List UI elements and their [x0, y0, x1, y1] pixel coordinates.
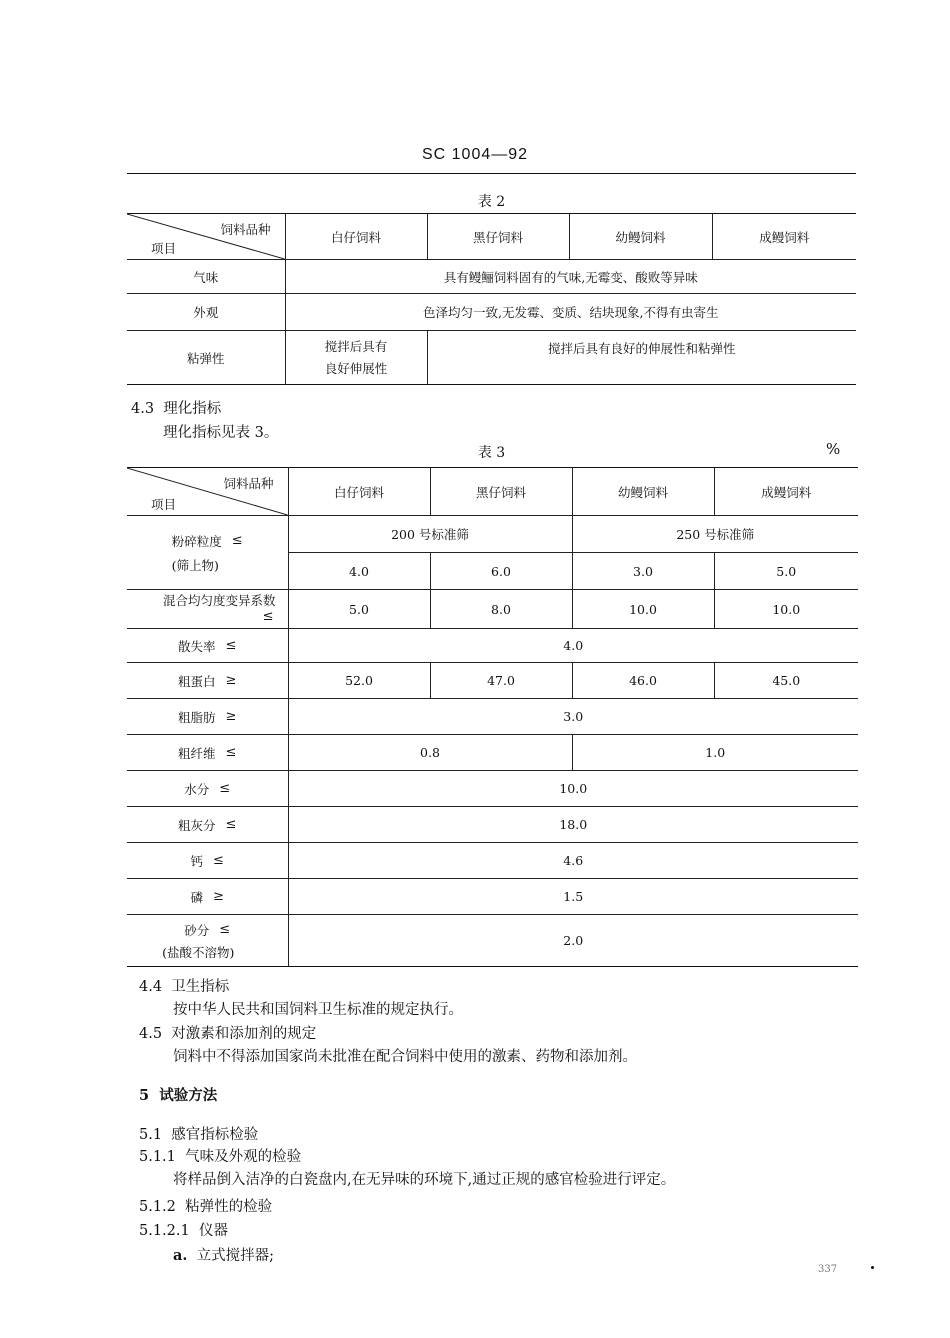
table3-cell: 1.5	[288, 879, 858, 915]
section-5-1-2-1-heading	[139, 1219, 228, 1240]
table3-sieve-cell: 250 号标准筛	[572, 516, 858, 553]
item-name: 粉碎粒度	[171, 533, 222, 549]
comparison-symbol: ≤	[219, 922, 231, 937]
section-number: 4.5	[139, 1026, 163, 1042]
table3-cell: 4.0	[288, 629, 858, 663]
comparison-symbol: ≤	[213, 853, 224, 868]
table3-cell: 45.0	[714, 663, 858, 699]
section-title: 感官指标检验	[171, 1127, 259, 1143]
table2-corner	[127, 214, 285, 260]
item-name: 水分	[184, 781, 210, 797]
table3-cell: 3.0	[572, 553, 714, 590]
section-5-1-heading	[139, 1123, 258, 1144]
section-number: 5.1.2.1	[139, 1223, 190, 1239]
table3-corner	[127, 468, 288, 516]
section-number: 4.3	[131, 401, 155, 417]
header-rule	[127, 173, 856, 174]
section-title: 气味及外观的检验	[185, 1149, 302, 1165]
item-name: 粗纤维	[178, 745, 216, 761]
table3-row-label	[127, 699, 288, 735]
item-name: 粗脂肪	[178, 709, 216, 725]
table2-col-header: 幼鳗饲料	[569, 214, 712, 260]
section-title: 试验方法	[159, 1087, 218, 1104]
table3-col-header: 黑仔饲料	[430, 468, 572, 516]
table2-cell: 具有鳗鲡饲料固有的气味,无霉变、酸败等异味	[285, 260, 856, 294]
table3-row-label	[127, 915, 288, 967]
section-5-1-1-heading	[139, 1145, 301, 1166]
table3-caption: 表 3	[477, 445, 506, 461]
comparison-symbol: ≤	[225, 745, 237, 760]
table2-col-header: 黑仔饲料	[427, 214, 569, 260]
cell-line: 良好伸展性	[324, 360, 388, 376]
table3-cell: 10.0	[714, 590, 858, 629]
section-5-1-1-body: 将样品倒入洁净的白瓷盘内,在无异味的环境下,通过正规的感官检验进行评定。	[173, 1172, 676, 1188]
section-number: 5.1.1	[139, 1149, 176, 1165]
page-number: 337	[818, 1264, 838, 1275]
section-title: 理化指标	[163, 401, 222, 417]
table3-cell: 3.0	[288, 699, 858, 735]
table3-cell: 10.0	[572, 590, 714, 629]
table3-col-header: 白仔饲料	[288, 468, 430, 516]
comparison-symbol: ≤	[231, 533, 243, 548]
table2-col-header: 白仔饲料	[285, 214, 427, 260]
section-number: 5.1	[139, 1127, 163, 1143]
table3-row-label	[127, 807, 288, 843]
table2-cell: 搅拌后具有良好的伸展性和粘弹性	[427, 331, 856, 385]
section-4-4-body: 按中华人民共和国饲料卫生标准的规定执行。	[173, 1002, 463, 1018]
section-4-5-body: 饲料中不得添加国家尚未批准在配合饲料中使用的激素、药物和添加剂。	[173, 1049, 637, 1065]
section-title: 仪器	[198, 1223, 228, 1239]
section-title: 粘弹性的检验	[185, 1199, 273, 1215]
list-item-a	[173, 1244, 274, 1265]
item-name: 磷	[190, 889, 204, 905]
table3-cell: 5.0	[714, 553, 858, 590]
item-subtitle: (盐酸不溶物)	[162, 944, 235, 960]
table3-row-label	[127, 663, 288, 699]
table3-col-header: 成鳗饲料	[714, 468, 858, 516]
comparison-symbol: ≤	[262, 609, 274, 624]
table3-cell: 8.0	[430, 590, 572, 629]
table2-cell	[285, 331, 427, 385]
section-title: 卫生指标	[171, 979, 230, 995]
table3-col-header: 幼鳗饲料	[572, 468, 714, 516]
table3-row-label	[127, 879, 288, 915]
table3-cell: 1.0	[572, 735, 858, 771]
comparison-symbol: ≤	[225, 638, 237, 653]
item-name: 砂分	[184, 922, 210, 938]
table2-row-label: 气味	[127, 260, 285, 294]
table2-row-label: 粘弹性	[127, 331, 285, 385]
table3-cell: 0.8	[288, 735, 572, 771]
section-5-1-2-heading	[139, 1195, 272, 1216]
standard-code: SC 1004—92	[421, 146, 529, 163]
page-dot	[871, 1266, 874, 1269]
table3-cell: 4.0	[288, 553, 430, 590]
table3-cell: 2.0	[288, 915, 858, 967]
table3-sieve-cell: 200 号标准筛	[288, 516, 572, 553]
comparison-symbol: ≤	[219, 781, 231, 796]
table3-cell: 18.0	[288, 807, 858, 843]
section-4-3-body: 理化指标见表 3。	[163, 425, 279, 441]
table2-row-label: 外观	[127, 294, 285, 331]
table3-row-label	[127, 735, 288, 771]
corner-bottom-label: 项目	[151, 241, 177, 256]
table3-row-label	[127, 843, 288, 879]
table3-cell: 10.0	[288, 771, 858, 807]
section-4-3-heading	[131, 397, 221, 418]
table3-row-label	[127, 629, 288, 663]
cell-line: 搅拌后具有	[324, 338, 388, 354]
list-item-text: 立式搅拌器;	[196, 1248, 275, 1264]
section-number: 5	[139, 1087, 150, 1104]
comparison-symbol: ≤	[225, 817, 237, 832]
table2-caption: 表 2	[477, 194, 506, 210]
item-name: 散失率	[178, 638, 216, 654]
table3-row-label	[127, 516, 288, 590]
section-title: 对激素和添加剂的规定	[171, 1026, 317, 1042]
section-4-4-heading	[139, 975, 229, 996]
table3-cell: 6.0	[430, 553, 572, 590]
table3-row-label	[127, 771, 288, 807]
section-number: 4.4	[139, 979, 163, 995]
item-name: 钙	[190, 853, 204, 869]
item-name: 粗蛋白	[178, 673, 216, 689]
comparison-symbol: ≥	[213, 889, 224, 904]
table3-cell: 52.0	[288, 663, 430, 699]
table3-row-label	[127, 590, 288, 629]
table2-cell: 色泽均匀一致,无发霉、变质、结块现象,不得有虫寄生	[285, 294, 856, 331]
corner-top-label: 饲料品种	[223, 476, 274, 491]
table3-cell: 4.6	[288, 843, 858, 879]
comparison-symbol: ≥	[225, 709, 237, 724]
item-name: 混合均匀度变异系数	[162, 593, 276, 608]
list-item-label: a.	[173, 1247, 188, 1264]
table3-unit: %	[826, 440, 841, 458]
section-4-5-heading	[139, 1022, 316, 1043]
comparison-symbol: ≥	[225, 673, 237, 688]
table3-cell: 47.0	[430, 663, 572, 699]
corner-top-label: 饲料品种	[220, 222, 271, 237]
table3	[127, 467, 858, 967]
section-number: 5.1.2	[139, 1199, 176, 1215]
item-subtitle: (筛上物)	[171, 557, 219, 573]
item-name: 粗灰分	[178, 817, 216, 833]
section-5-heading	[139, 1084, 217, 1105]
table2-col-header: 成鳗饲料	[712, 214, 856, 260]
corner-bottom-label: 项目	[151, 497, 177, 512]
table2	[127, 213, 856, 385]
table3-cell: 46.0	[572, 663, 714, 699]
table3-cell: 5.0	[288, 590, 430, 629]
